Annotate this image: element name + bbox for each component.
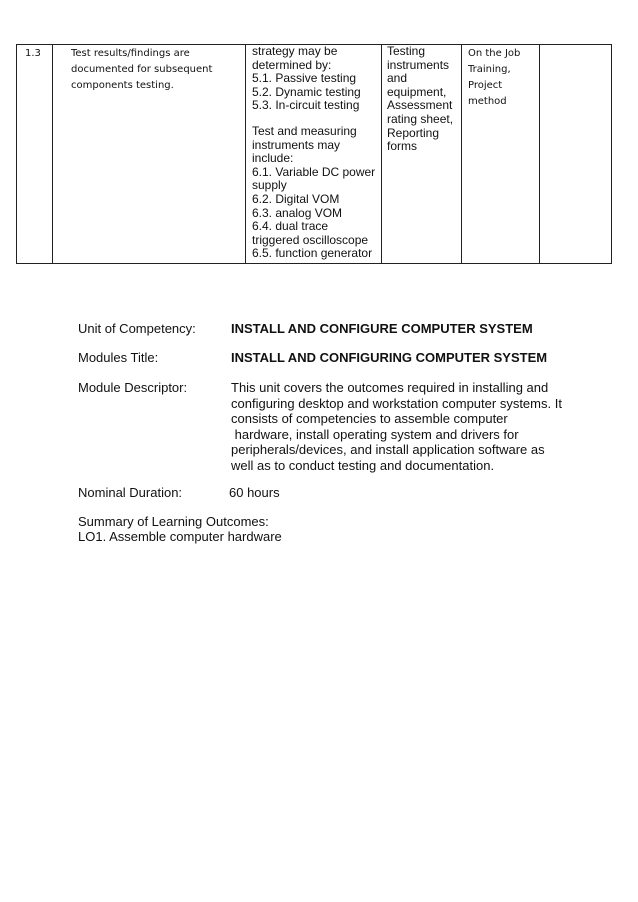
summary-heading: Summary of Learning Outcomes: [78,514,269,529]
method-line: Project [468,80,503,91]
range-line: 6.4. dual trace [252,219,329,234]
criteria-line: documented for subsequent [71,64,213,75]
descriptor-line: This unit covers the outcomes required in installing and [231,380,549,395]
assessment-line: Reporting [387,125,440,140]
descriptor-line: well as to conduct testing and documentation. [231,457,495,473]
criteria-line: components testing. [71,80,174,91]
unit-of-competency-label: Unit of Competency: [78,321,196,336]
col-number [17,45,53,263]
method-text [468,46,538,110]
row-number: 1.3 [25,48,41,59]
descriptor-line: configuring desktop and workstation computer systems. It [231,395,562,411]
method-line: Training, [468,64,511,75]
module-descriptor-text [231,380,571,474]
range-line: instruments may [252,137,341,152]
range-line: 6.1. Variable DC power [252,164,376,179]
unit-of-competency-value: INSTALL AND CONFIGURE COMPUTER SYSTEM [231,321,533,336]
range-line: include: [252,151,294,166]
range-line: 6.5. function generator [252,246,373,261]
method-line: method [468,96,507,107]
range-line: supply [252,178,287,193]
col-range [246,45,382,263]
performance-criteria [71,46,241,94]
nominal-duration-label: Nominal Duration: [78,485,183,500]
range-line: 5.1. Passive testing [252,71,357,86]
method-line: On the Job [468,48,521,59]
assessment-line: Testing [387,44,426,58]
col-notes [540,45,612,263]
range-line: strategy may be [252,44,338,58]
range-line: 6.3. analog VOM [252,205,343,220]
range-line: 6.2. Digital VOM [252,191,340,206]
assessment-text [387,45,459,154]
range-line: 5.3. In-circuit testing [252,98,360,113]
assessment-line: instruments [387,57,450,72]
col-performance-criteria [53,45,246,263]
range-line: determined by: [252,57,332,72]
descriptor-line: peripherals/devices, and install application software as [231,442,545,458]
assessment-line: Assessment [387,98,453,113]
competency-table [16,44,612,264]
criteria-line: Test results/findings are [71,48,190,59]
col-assessment [382,45,462,263]
nominal-duration-value: 60 hours [229,485,280,500]
assessment-line: forms [387,139,417,154]
range-text [252,45,380,261]
assessment-line: rating sheet, [387,111,454,126]
modules-title-value: INSTALL AND CONFIGURING COMPUTER SYSTEM [231,350,548,365]
assessment-line: and [387,71,408,86]
range-line: Test and measuring [252,123,357,138]
descriptor-line: hardware, install operating system and drivers for [231,426,519,442]
learning-outcome-1: LO1. Assemble computer hardware [78,529,282,544]
descriptor-line: consists of competencies to assemble computer [231,411,508,427]
assessment-line: equipment, [387,84,447,99]
range-line: triggered oscilloscope [252,232,369,247]
col-method [462,45,540,263]
module-descriptor-label: Module Descriptor: [78,380,188,395]
range-line: 5.2. Dynamic testing [252,84,361,99]
modules-title-label: Modules Title: [78,350,159,365]
